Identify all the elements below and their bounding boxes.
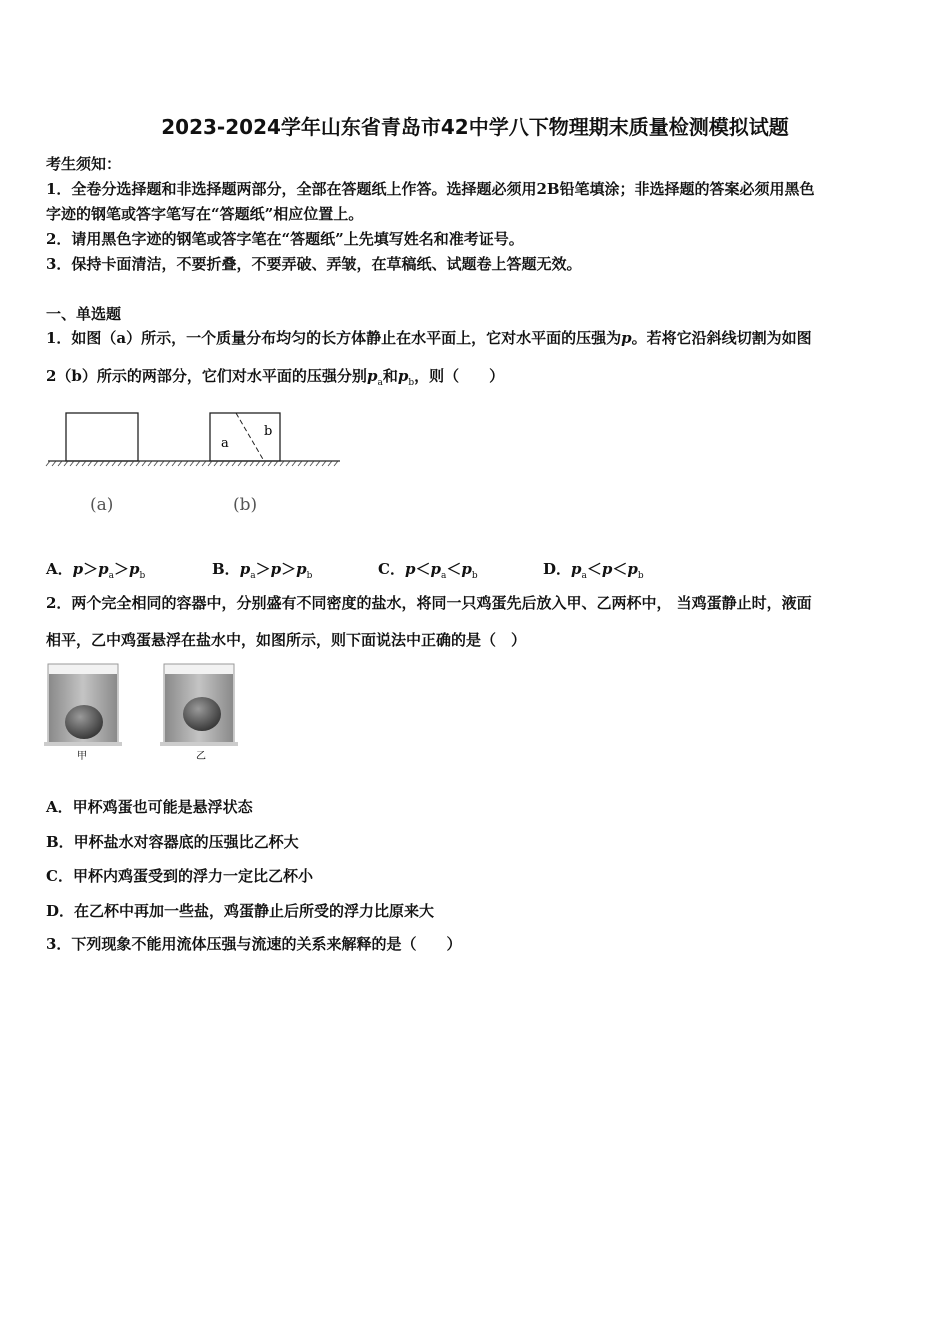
- notice-item-1-line-2: 字迹的钢笔或答字笔写在“答题纸”相应位置上。: [46, 205, 364, 223]
- beaker-yi: [160, 664, 238, 746]
- question-1-option-c: C．$p<p_a<p_b$: [378, 560, 478, 581]
- question-1-option-d: D．$p_a<p<p_b$: [543, 560, 644, 581]
- cut-line: [236, 413, 264, 461]
- question-1-line-2: 2（b）所示的两部分，它们对水平面的压强分别$p_a$和$p_b$，则（ ）: [46, 367, 505, 388]
- part-a-label: a: [221, 436, 229, 451]
- question-2-option-d: D．在乙杯中再加一些盐，鸡蛋静止后所受的浮力比原来大: [46, 902, 435, 920]
- block-a: [66, 413, 138, 461]
- notice-item-3: 3．保持卡面清洁，不要折叠，不要弄破、弄皱，在草稿纸、试题卷上答题无效。: [46, 255, 582, 273]
- cup-jia-label: 甲: [77, 751, 87, 762]
- question-2-line-2: 相平，乙中鸡蛋悬浮在盐水中，如图所示，则下面说法中正确的是（ ）: [46, 631, 527, 649]
- question-2-option-b: B．甲杯盐水对容器底的压强比乙杯大: [46, 833, 299, 851]
- figure-a-caption: (a): [90, 495, 114, 515]
- egg-jia: [65, 705, 103, 739]
- question-1-line-1: 1．如图（a）所示，一个质量分布均匀的长方体静止在水平面上，它对水平面的压强为p。若将它沿斜线切割为如图: [46, 329, 812, 347]
- question-2-figure: [44, 660, 239, 765]
- question-3-line-1: 3．下列现象不能用流体压强与流速的关系来解释的是（ ）: [46, 935, 462, 953]
- section-heading: 一、单选题: [46, 305, 122, 323]
- page-title: 2023-2024学年山东省青岛市42中学八下物理期末质量检测模拟试题: [161, 115, 789, 139]
- question-1-figure: [44, 405, 344, 520]
- question-2-line-1: 2．两个完全相同的容器中，分别盛有不同密度的盐水，将同一只鸡蛋先后放入甲、乙两杯中， 当鸡蛋静止时，液面: [46, 594, 812, 612]
- ground-hatching: [46, 461, 338, 466]
- question-2-option-c: C．甲杯内鸡蛋受到的浮力一定比乙杯小: [46, 867, 313, 885]
- part-b-label: b: [264, 424, 273, 439]
- question-1-option-a: A．$p>p_a>p_b$: [46, 560, 146, 581]
- question-1-option-b: B．$p_a>p>p_b$: [212, 560, 313, 581]
- question-2-option-a: A．甲杯鸡蛋也可能是悬浮状态: [46, 798, 253, 816]
- notice-item-1-line-1: 1．全卷分选择题和非选择题两部分，全部在答题纸上作答。选择题必须用2B铅笔填涂；非选择题的答案必须用黑色: [46, 180, 815, 198]
- notice-heading: 考生须知：: [46, 155, 122, 173]
- beaker-jia: [44, 664, 122, 746]
- egg-yi: [183, 697, 221, 731]
- cup-yi-label: 乙: [196, 751, 206, 762]
- figure-b-caption: (b): [233, 495, 258, 515]
- notice-item-2: 2．请用黑色字迹的钢笔或答字笔在“答题纸”上先填写姓名和准考证号。: [46, 230, 524, 248]
